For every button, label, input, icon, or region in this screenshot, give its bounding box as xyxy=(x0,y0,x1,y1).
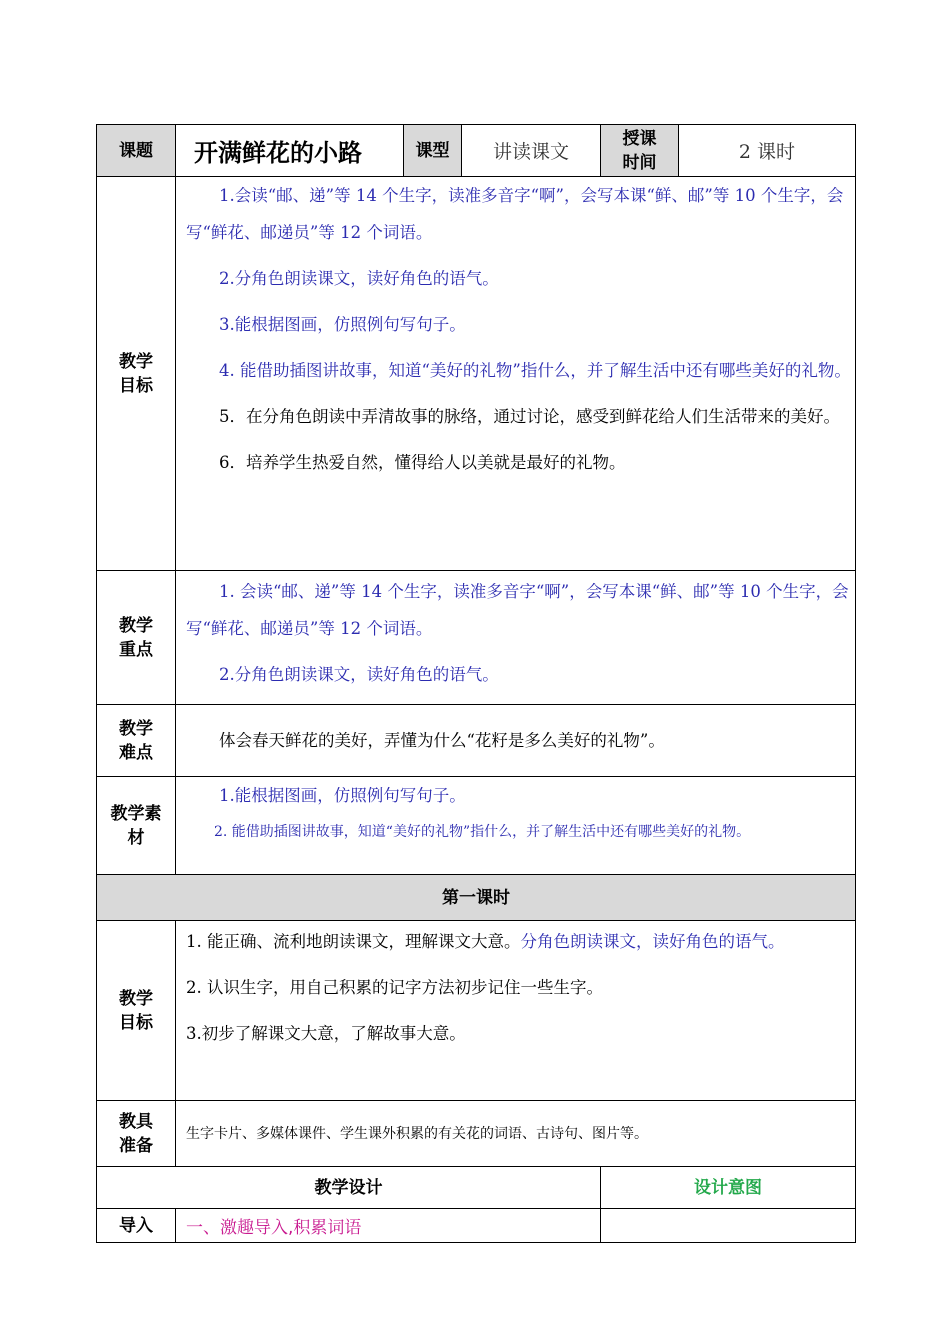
lesson1-goal-1 xyxy=(186,923,851,960)
lesson1-goal-2: 2. 认识生字，用自己积累的记字方法初步记住一些生字。 xyxy=(186,978,603,997)
type-value: 讲读课文 xyxy=(462,125,601,177)
key-points-label-line1: 教学 xyxy=(119,615,153,636)
type-label: 课型 xyxy=(404,125,462,177)
lesson-plan-table xyxy=(96,124,856,1243)
topic-value: 开满鲜花的小路 xyxy=(176,125,404,177)
difficulty-row xyxy=(97,705,856,777)
intro-text: 一、激趣导入,积累词语 xyxy=(176,1209,601,1243)
goals-label-line2: 目标 xyxy=(119,375,153,396)
lesson1-goals-label xyxy=(97,921,176,1101)
materials-label xyxy=(97,777,176,875)
goals-row xyxy=(97,177,856,571)
intro-label: 导入 xyxy=(97,1209,176,1243)
tools-text: 生字卡片、多媒体课件、学生课外积累的有关花的词语、古诗句、图片等。 xyxy=(186,1125,648,1142)
intent-label: 设计意图 xyxy=(601,1167,856,1209)
difficulty-label-line1: 教学 xyxy=(119,718,153,739)
header-row xyxy=(97,125,856,177)
key-points-row xyxy=(97,571,856,705)
goals-content xyxy=(176,177,856,571)
difficulty-label xyxy=(97,705,176,777)
tools-row xyxy=(97,1101,856,1167)
key-point-2: 2.分角色朗读课文，读好角色的语气。 xyxy=(219,665,499,684)
design-label: 教学设计 xyxy=(97,1167,601,1209)
lesson1-goals-row xyxy=(97,921,856,1101)
tools-content xyxy=(176,1101,856,1167)
goal-item-6: 6．培养学生热爱自然，懂得给人以美就是最好的礼物。 xyxy=(219,453,626,472)
design-header-row xyxy=(97,1167,856,1209)
key-point-1: 1. 会读“邮、递”等 14 个生字，读准多音字“啊”，会写本课“鲜、邮”等 10 个生字，会写“鲜花、邮递员”等 12 个词语。 xyxy=(186,582,849,638)
key-points-label xyxy=(97,571,176,705)
materials-row xyxy=(97,777,856,875)
materials-label-line2: 材 xyxy=(127,827,145,848)
goal-item-4: 4. 能借助插图讲故事，知道“美好的礼物”指什么，并了解生活中还有哪些美好的礼物。 xyxy=(219,361,851,380)
tools-label-line2: 准备 xyxy=(119,1135,153,1156)
intro-intent-cell xyxy=(601,1209,856,1243)
goal-item-3: 3.能根据图画，仿照例句写句子。 xyxy=(219,315,466,334)
time-label xyxy=(601,125,679,177)
goal-item-5: 5．在分角色朗读中弄清故事的脉络，通过讨论，感受到鲜花给人们生活带来的美好。 xyxy=(219,407,840,426)
tools-label-line1: 教具 xyxy=(119,1111,153,1132)
lesson1-goal-1-blue: 分角色朗读课文，读好角色的语气。 xyxy=(520,932,785,951)
topic-label: 课题 xyxy=(97,125,176,177)
difficulty-label-line2: 难点 xyxy=(119,742,153,763)
goals-label-line1: 教学 xyxy=(119,351,153,372)
difficulty-text: 体会春天鲜花的美好，弄懂为什么“花籽是多么美好的礼物”。 xyxy=(219,731,665,750)
key-points-content xyxy=(176,571,856,705)
key-points-label-line2: 重点 xyxy=(119,639,153,660)
lesson1-goals-content xyxy=(176,921,856,1101)
goal-item-2: 2.分角色朗读课文，读好角色的语气。 xyxy=(219,269,499,288)
goals-label xyxy=(97,177,176,571)
material-item-2: 2. 能借助插图讲故事，知道“美好的礼物”指什么，并了解生活中还有哪些美好的礼物。 xyxy=(214,824,751,840)
difficulty-content xyxy=(176,705,856,777)
lesson1-goals-label-line2: 目标 xyxy=(119,1012,153,1033)
tools-label xyxy=(97,1101,176,1167)
materials-content xyxy=(176,777,856,875)
time-label-line2: 时间 xyxy=(622,152,657,173)
lesson1-goal-1-black: 1. 能正确、流利地朗读课文，理解课文大意。 xyxy=(186,932,521,951)
intro-row xyxy=(97,1209,856,1243)
materials-label-line1: 教学素 xyxy=(110,803,162,824)
lesson1-goal-3: 3.初步了解课文大意，了解故事大意。 xyxy=(186,1024,466,1043)
lesson1-goals-label-line1: 教学 xyxy=(119,988,153,1009)
material-item-1: 1.能根据图画，仿照例句写句子。 xyxy=(219,786,466,805)
time-value: 2 课时 xyxy=(679,125,856,177)
lesson1-title-row xyxy=(97,875,856,921)
goal-item-1: 1.会读“邮、递”等 14 个生字，读准多音字“啊”，会写本课“鲜、邮”等 10 个生字，会写“鲜花、邮递员”等 12 个词语。 xyxy=(186,186,844,242)
time-label-line1: 授课 xyxy=(622,128,657,149)
lesson1-title: 第一课时 xyxy=(97,875,856,921)
